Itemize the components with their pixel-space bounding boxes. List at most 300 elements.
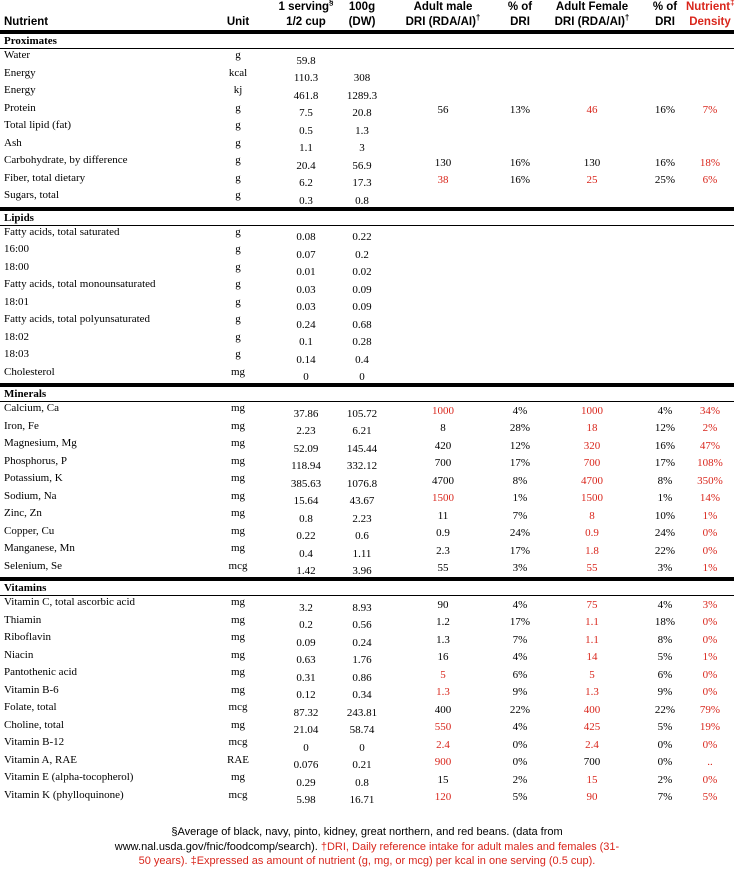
serving-value: 1.42 bbox=[296, 565, 316, 577]
pct-female-value bbox=[644, 261, 686, 279]
unit-cell: mg bbox=[230, 402, 246, 414]
male-dri-value bbox=[386, 261, 500, 279]
nutrient-name: Vitamin C, total ascorbic acid bbox=[4, 596, 135, 608]
unit-cell: g bbox=[235, 330, 241, 343]
pct-female-value bbox=[644, 348, 686, 366]
serving-value: 385.63 bbox=[290, 477, 322, 490]
density-value: 2% bbox=[702, 422, 718, 435]
table-row bbox=[0, 455, 734, 473]
male-dri-value bbox=[386, 278, 500, 296]
serving-value: 0.24 bbox=[296, 318, 316, 331]
male-dri-value bbox=[386, 348, 500, 366]
female-dri-value bbox=[540, 278, 644, 296]
serving-value: 0.8 bbox=[299, 512, 313, 525]
pct-male-value bbox=[500, 49, 540, 67]
male-dri-value bbox=[386, 225, 500, 243]
nutrient-name: Energy bbox=[4, 66, 36, 79]
unit-cell: mg bbox=[230, 437, 246, 449]
unit-cell: g bbox=[235, 101, 241, 114]
density-value: 350% bbox=[697, 474, 723, 487]
per-100g-value: 0.09 bbox=[352, 283, 372, 296]
male-dri-value bbox=[386, 49, 500, 67]
table-row bbox=[0, 631, 734, 649]
nutrient-name: Fatty acids, total monounsaturated bbox=[4, 278, 156, 290]
table-row bbox=[0, 366, 734, 386]
table-row bbox=[0, 49, 734, 67]
table-row bbox=[0, 701, 734, 719]
male-dri-value: 1.3 bbox=[436, 633, 450, 646]
serving-value: 7.5 bbox=[299, 107, 313, 119]
density-value bbox=[686, 137, 734, 155]
pct-female-value: 18% bbox=[654, 616, 676, 629]
male-dri-value: 16 bbox=[437, 651, 449, 664]
table-row bbox=[0, 472, 734, 490]
g100-line1: 100g bbox=[348, 1, 376, 13]
pct-female-value bbox=[644, 119, 686, 137]
pct-male-value: 9% bbox=[512, 686, 528, 699]
table-row bbox=[0, 278, 734, 296]
male-dri-value bbox=[386, 243, 500, 261]
unit-cell: mg bbox=[230, 524, 246, 537]
serving-value: 37.86 bbox=[293, 407, 319, 420]
male-dri-value: 56 bbox=[437, 104, 449, 117]
female-dri-value bbox=[540, 119, 644, 137]
pct-female-value: 5% bbox=[657, 721, 673, 734]
pct-female-value bbox=[644, 67, 686, 85]
nutrient-name: 18:02 bbox=[4, 330, 30, 343]
table-row bbox=[0, 189, 734, 209]
col-header-female-dri bbox=[540, 0, 644, 32]
nutrient-name: 18:00 bbox=[4, 260, 30, 273]
per-100g-value: 0.4 bbox=[355, 353, 369, 366]
pct-female-value: 10% bbox=[654, 509, 676, 522]
female-dri-value: 14 bbox=[586, 651, 598, 664]
unit-cell: mg bbox=[230, 472, 246, 484]
unit-cell: mg bbox=[230, 454, 246, 467]
table-row bbox=[0, 225, 734, 243]
serving-value: 0.076 bbox=[293, 759, 319, 771]
per-100g-value: 0.28 bbox=[352, 336, 372, 348]
per-100g-value: 332.12 bbox=[346, 460, 378, 472]
table-body bbox=[0, 32, 734, 806]
pct-male-value: 7% bbox=[512, 633, 528, 646]
nutrient-name: Total lipid (fat) bbox=[4, 119, 72, 131]
per-100g-value: 145.44 bbox=[346, 442, 378, 455]
table-row bbox=[0, 420, 734, 438]
female-dri-value: 5 bbox=[589, 668, 595, 681]
unit-cell: g bbox=[235, 225, 241, 238]
female-dri-value: 4700 bbox=[581, 474, 603, 487]
pct-male-value bbox=[500, 313, 540, 331]
pct-male-value: 22% bbox=[509, 703, 531, 716]
nutrient-name: Choline, total bbox=[4, 718, 64, 731]
nutrient-name: Phosphorus, P bbox=[4, 454, 67, 467]
density-value bbox=[686, 189, 734, 209]
nutrient-name: Sugars, total bbox=[4, 189, 59, 201]
pct-female-value bbox=[644, 296, 686, 314]
per-100g-value: 1289.3 bbox=[346, 89, 378, 102]
male-line1: Adult male bbox=[413, 1, 473, 13]
density-value bbox=[686, 84, 734, 102]
nutrient-name: Vitamin B-6 bbox=[4, 683, 59, 696]
male-dri-value bbox=[386, 331, 500, 349]
density-value: 0% bbox=[702, 668, 718, 681]
pct-male-value: 0% bbox=[512, 738, 528, 751]
pct-male-value: 4% bbox=[512, 404, 528, 417]
female-dri-value bbox=[540, 261, 644, 279]
male-dri-value: 90 bbox=[437, 598, 449, 611]
pct-female-value: 2% bbox=[657, 773, 673, 786]
footnote-density-note: 50 years). ‡Expressed as amount of nutrient (g, mg, or mcg) per kcal in one serving (0.5 cup). bbox=[138, 855, 596, 867]
serving-value: 52.09 bbox=[293, 442, 319, 455]
density-value: 14% bbox=[699, 492, 721, 505]
density-value: 1% bbox=[702, 651, 718, 664]
pct-female-value: 22% bbox=[654, 703, 676, 716]
nutrient-name: Vitamin E (alpha-tocopherol) bbox=[4, 771, 134, 783]
section-header bbox=[0, 209, 734, 226]
pct-female-value: 9% bbox=[657, 686, 673, 699]
unit-cell: mg bbox=[230, 771, 246, 783]
per-100g-value bbox=[338, 49, 386, 67]
female-dri-value bbox=[540, 189, 644, 209]
per-100g-value: 105.72 bbox=[346, 407, 378, 420]
pct-female-value: 6% bbox=[657, 668, 673, 681]
pct-male-value: 3% bbox=[512, 562, 528, 575]
male-dri-value: 1000 bbox=[432, 404, 454, 417]
female-dri-value: 46 bbox=[586, 104, 598, 117]
unit-cell: mg bbox=[230, 507, 246, 519]
density-value: 0% bbox=[702, 633, 718, 646]
pct-male-value: 5% bbox=[512, 791, 528, 804]
pct-female-value: 8% bbox=[657, 474, 673, 487]
pct-female-value: 17% bbox=[654, 457, 676, 470]
per-100g-value: 17.3 bbox=[352, 177, 372, 189]
unit-cell: g bbox=[235, 278, 241, 290]
female-dri-value: 18 bbox=[586, 422, 598, 435]
female-dri-value bbox=[540, 225, 644, 243]
unit-cell: mg bbox=[230, 542, 246, 554]
pct-male-value: 4% bbox=[512, 721, 528, 734]
unit-cell: mcg bbox=[228, 736, 248, 748]
per-100g-value: 0.68 bbox=[352, 318, 372, 331]
female-dri-value: 1.1 bbox=[585, 616, 599, 629]
unit-cell: g bbox=[235, 136, 241, 149]
male-dri-value: 130 bbox=[434, 156, 452, 169]
serving-value: 0.07 bbox=[296, 248, 316, 261]
pct-male-value bbox=[500, 348, 540, 366]
table-row bbox=[0, 67, 734, 85]
per-100g-value: 0.24 bbox=[352, 636, 372, 649]
nutrient-name: Protein bbox=[4, 101, 36, 114]
pct-male-value bbox=[500, 243, 540, 261]
g100-line2: (DW) bbox=[348, 16, 376, 28]
serving-value: 3.2 bbox=[299, 601, 313, 614]
section-header bbox=[0, 32, 734, 49]
pct1-line2: DRI bbox=[510, 16, 530, 28]
nutrient-name: Niacin bbox=[4, 648, 34, 661]
serving-value: 0 bbox=[303, 741, 309, 754]
male-dri-value bbox=[386, 137, 500, 155]
male-dri-value: 55 bbox=[437, 562, 449, 575]
nutrient-name: Carbohydrate, by difference bbox=[4, 154, 128, 166]
female-dri-value bbox=[540, 313, 644, 331]
serving-value: 0.09 bbox=[296, 636, 316, 649]
unit-cell: g bbox=[235, 154, 241, 166]
serving-value: 1.1 bbox=[299, 142, 313, 154]
nutrient-name: Pantothenic acid bbox=[4, 666, 78, 678]
per-100g-value: 0.21 bbox=[352, 759, 372, 771]
density-value: 0% bbox=[702, 773, 718, 786]
pct-female-value: 5% bbox=[657, 651, 673, 664]
unit-cell: g bbox=[235, 119, 241, 131]
serving-value: 0.4 bbox=[299, 547, 313, 560]
pct-male-value bbox=[500, 261, 540, 279]
unit-cell: mcg bbox=[228, 788, 248, 801]
nutrient-name: Vitamin B-12 bbox=[4, 736, 65, 748]
unit-cell: g bbox=[235, 171, 241, 184]
pct-female-value bbox=[644, 331, 686, 349]
pct-female-value: 16% bbox=[654, 156, 676, 169]
female-line1: Adult Female bbox=[555, 1, 629, 13]
serving-line1: 1 serving bbox=[278, 1, 330, 13]
male-dri-value: 1.2 bbox=[436, 616, 450, 629]
nutrient-name: Vitamin K (phylloquinone) bbox=[4, 788, 124, 801]
nutrient-name: Energy bbox=[4, 84, 36, 96]
pct-female-value bbox=[644, 49, 686, 67]
density-value bbox=[686, 296, 734, 314]
pct-male-value: 24% bbox=[509, 527, 531, 540]
pct-male-value bbox=[500, 137, 540, 155]
serving-sup: § bbox=[329, 0, 334, 8]
table-row bbox=[0, 789, 734, 807]
pct-female-value bbox=[644, 243, 686, 261]
serving-value: 0.14 bbox=[296, 353, 316, 366]
male-dri-value bbox=[386, 296, 500, 314]
pct-female-value: 24% bbox=[654, 527, 676, 540]
per-100g-value: 6.21 bbox=[352, 425, 372, 437]
female-dri-value bbox=[540, 366, 644, 386]
nutrient-name: Cholesterol bbox=[4, 365, 55, 378]
serving-value: 0.03 bbox=[296, 301, 316, 313]
pct-female-value: 0% bbox=[657, 738, 673, 751]
density-value: 108% bbox=[697, 457, 723, 470]
serving-value: 6.2 bbox=[299, 177, 313, 189]
female-dri-value bbox=[540, 67, 644, 85]
footnote bbox=[0, 825, 734, 869]
serving-value: 0.31 bbox=[296, 671, 316, 684]
pct-female-value: 4% bbox=[657, 598, 673, 611]
density-value bbox=[686, 49, 734, 67]
density-value: 7% bbox=[702, 104, 718, 117]
pct-female-value: 25% bbox=[654, 174, 676, 187]
male-dri-value: 5 bbox=[440, 668, 446, 681]
table-row bbox=[0, 437, 734, 455]
unit-cell: g bbox=[235, 348, 241, 360]
female-dri-value: 2.4 bbox=[585, 738, 599, 751]
unit-cell: mg bbox=[230, 489, 246, 502]
female-dri-value bbox=[540, 84, 644, 102]
table-row bbox=[0, 261, 734, 279]
pct-female-value bbox=[644, 137, 686, 155]
table-row bbox=[0, 243, 734, 261]
female-dri-value bbox=[540, 331, 644, 349]
density-value bbox=[686, 348, 734, 366]
per-100g-value: 0 bbox=[359, 741, 365, 754]
density-value bbox=[686, 366, 734, 386]
pct-male-value: 0% bbox=[512, 756, 528, 769]
serving-value: 0.5 bbox=[299, 124, 313, 137]
footnote-part2: www.nal.usda.gov/fnic/foodcomp/search). bbox=[114, 840, 321, 853]
per-100g-value: 58.74 bbox=[349, 724, 375, 736]
nutrient-name: Vitamin A, RAE bbox=[4, 753, 77, 766]
per-100g-value: 20.8 bbox=[352, 107, 372, 119]
female-dri-value bbox=[540, 348, 644, 366]
section-title: Proximates bbox=[0, 32, 734, 49]
per-100g-value: 308 bbox=[353, 72, 371, 84]
nutrient-name: Thiamin bbox=[4, 613, 42, 626]
serving-value: 0.1 bbox=[299, 336, 313, 348]
col-header-nutrient: Nutrient bbox=[0, 0, 202, 32]
female-dri-value: 130 bbox=[583, 156, 601, 169]
density-value: 3% bbox=[702, 598, 718, 611]
per-100g-value: 1076.8 bbox=[346, 477, 378, 490]
serving-value: 87.32 bbox=[293, 706, 319, 719]
female-dri-value: 700 bbox=[583, 756, 601, 769]
table-row bbox=[0, 525, 734, 543]
footnote-part1: §Average of black, navy, pinto, kidney, great northern, and red beans. (data from bbox=[171, 826, 563, 838]
male-dri-value bbox=[386, 189, 500, 209]
male-dri-value bbox=[386, 119, 500, 137]
table-row bbox=[0, 296, 734, 314]
per-100g-value: 1.76 bbox=[352, 654, 372, 666]
pct-male-value: 7% bbox=[512, 509, 528, 522]
per-100g-value: 16.71 bbox=[349, 794, 375, 806]
pct2-line1: % of bbox=[652, 1, 678, 13]
male-dri-value: 0.9 bbox=[436, 527, 450, 540]
per-100g-value: 56.9 bbox=[352, 159, 372, 172]
per-100g-value: 0.8 bbox=[355, 776, 369, 789]
unit-cell: mg bbox=[230, 683, 246, 696]
pct-female-value: 1% bbox=[657, 492, 673, 505]
per-100g-value: 1.11 bbox=[352, 547, 372, 560]
pct-female-value: 22% bbox=[654, 544, 676, 557]
female-dri-value: 1500 bbox=[581, 492, 603, 505]
table-row bbox=[0, 736, 734, 754]
col-header-serving bbox=[274, 0, 338, 32]
unit-cell: mg bbox=[230, 596, 246, 608]
male-dri-value: 2.3 bbox=[436, 544, 450, 557]
pct-male-value bbox=[500, 67, 540, 85]
unit-cell: mg bbox=[230, 613, 246, 626]
male-dri-value: 1500 bbox=[432, 492, 454, 505]
table-row bbox=[0, 614, 734, 632]
female-dri-value bbox=[540, 296, 644, 314]
pct-female-value bbox=[644, 225, 686, 243]
section-title: Minerals bbox=[0, 385, 734, 402]
density-value: 0% bbox=[702, 527, 718, 540]
table-row bbox=[0, 172, 734, 190]
table-row bbox=[0, 402, 734, 420]
table-row bbox=[0, 684, 734, 702]
female-dri-value: 90 bbox=[586, 791, 598, 804]
serving-value: 0.63 bbox=[296, 654, 316, 666]
unit-cell: mg bbox=[230, 631, 246, 643]
density-value bbox=[686, 261, 734, 279]
unit-cell: kj bbox=[233, 84, 243, 96]
nutrient-name: Selenium, Se bbox=[4, 559, 63, 572]
nutrient-name: Calcium, Ca bbox=[4, 402, 59, 414]
table-row bbox=[0, 507, 734, 525]
section-title: Lipids bbox=[0, 209, 734, 226]
unit-cell: mg bbox=[230, 365, 246, 378]
unit-cell: g bbox=[235, 49, 241, 61]
density-value: 34% bbox=[699, 404, 721, 417]
pct-female-value: 3% bbox=[657, 562, 673, 575]
pct-female-value: 16% bbox=[654, 104, 676, 117]
pct-female-value: 16% bbox=[654, 439, 676, 452]
pct-male-value: 17% bbox=[509, 457, 531, 470]
density-value bbox=[686, 225, 734, 243]
density-value: 79% bbox=[699, 703, 721, 716]
pct-male-value bbox=[500, 189, 540, 209]
density-value: 1% bbox=[702, 509, 718, 522]
per-100g-value: 0.09 bbox=[352, 301, 372, 313]
nutrient-name: Manganese, Mn bbox=[4, 542, 75, 554]
col-header-pct-male bbox=[500, 0, 540, 32]
table-row bbox=[0, 666, 734, 684]
male-dri-value: 400 bbox=[434, 703, 452, 716]
density-value: 47% bbox=[699, 439, 721, 452]
male-dri-value: 120 bbox=[434, 791, 452, 804]
male-dri-value: 15 bbox=[437, 773, 449, 786]
pct-male-value bbox=[500, 119, 540, 137]
unit-cell: mcg bbox=[228, 701, 248, 713]
table-row bbox=[0, 137, 734, 155]
table-row bbox=[0, 331, 734, 349]
density-line2: Density bbox=[689, 16, 731, 28]
unit-cell: g bbox=[235, 295, 241, 308]
male-dri-value: 420 bbox=[434, 439, 452, 452]
male-dri-value: 1.3 bbox=[436, 686, 450, 699]
serving-value: 0.2 bbox=[299, 619, 313, 631]
female-sup: † bbox=[624, 13, 630, 23]
pct-male-value: 4% bbox=[512, 598, 528, 611]
male-dri-value bbox=[386, 366, 500, 386]
male-dri-value: 900 bbox=[434, 756, 452, 769]
nutrient-name: 18:03 bbox=[4, 348, 30, 360]
serving-value: 2.23 bbox=[296, 425, 316, 437]
serving-value: 0.3 bbox=[299, 194, 313, 207]
col-header-unit: Unit bbox=[202, 0, 274, 32]
per-100g-value: 0.22 bbox=[352, 231, 372, 243]
nutrient-name: Sodium, Na bbox=[4, 489, 57, 502]
female-dri-value: 1.1 bbox=[585, 633, 599, 646]
pct-male-value: 16% bbox=[509, 156, 531, 169]
pct-male-value: 4% bbox=[512, 651, 528, 664]
pct-male-value bbox=[500, 225, 540, 243]
per-100g-value: 0.6 bbox=[355, 530, 369, 542]
density-value: 6% bbox=[702, 174, 718, 187]
female-dri-value: 700 bbox=[583, 457, 601, 470]
female-dri-value: 320 bbox=[583, 439, 601, 452]
nutrient-name: 18:01 bbox=[4, 295, 30, 308]
col-header-density bbox=[686, 0, 734, 32]
per-100g-value: 0.02 bbox=[352, 266, 372, 278]
table-row bbox=[0, 649, 734, 667]
pct-male-value bbox=[500, 296, 540, 314]
unit-cell: g bbox=[235, 260, 241, 273]
nutrient-name: Zinc, Zn bbox=[4, 507, 42, 519]
